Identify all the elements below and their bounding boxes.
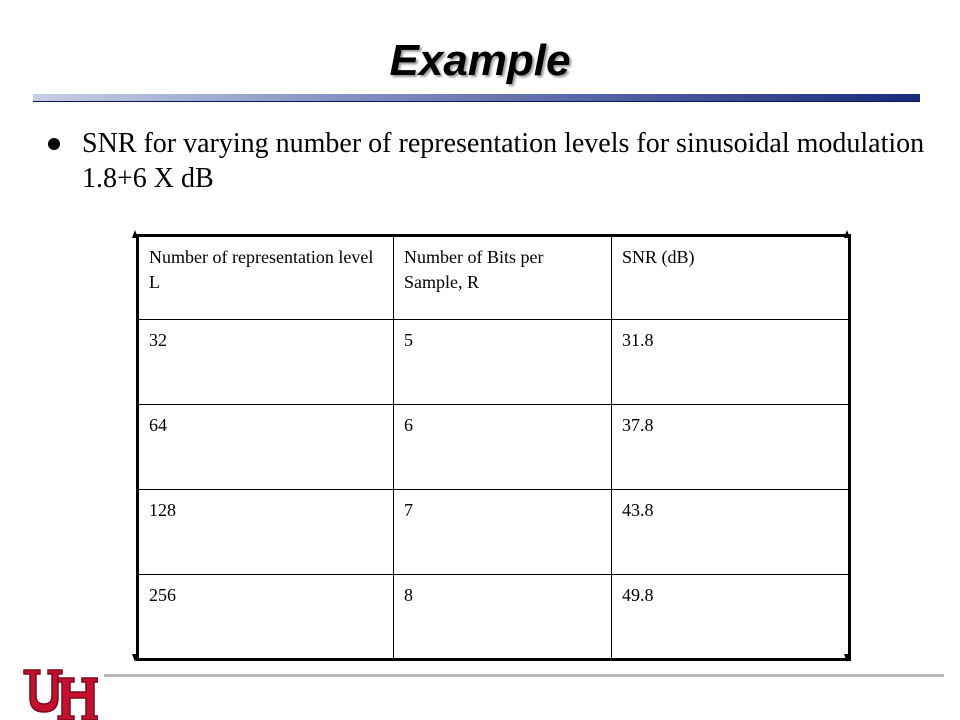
- footer-divider: [104, 674, 944, 677]
- header-cell: Number of Bits per Sample, R: [394, 236, 612, 320]
- bullet-item: [46, 126, 926, 196]
- snr-table: [136, 234, 851, 661]
- table-cell: 6: [394, 405, 612, 490]
- table-cell: 49.8: [612, 575, 850, 660]
- university-logo-icon: [22, 666, 98, 720]
- table-header-row: [138, 236, 850, 320]
- header-cell: SNR (dB): [612, 236, 850, 320]
- table-cell: 37.8: [612, 405, 850, 490]
- bullet-dot-icon: [48, 138, 60, 150]
- title-underline: [33, 94, 920, 102]
- table-cell: 8: [394, 575, 612, 660]
- table-cell: 7: [394, 490, 612, 575]
- table-frame: [132, 232, 850, 660]
- table-row: [138, 575, 850, 660]
- table-cell: 64: [138, 405, 394, 490]
- bullet-text: SNR for varying number of representation levels for sinusoidal modulation 1.8+6 X dB: [82, 128, 925, 194]
- table-cell: 32: [138, 320, 394, 405]
- table-cell: 31.8: [612, 320, 850, 405]
- table-cell: 5: [394, 320, 612, 405]
- table-row: [138, 405, 850, 490]
- table-row: [138, 320, 850, 405]
- header-cell: Number of representation level L: [138, 236, 394, 320]
- table-cell: 128: [138, 490, 394, 575]
- slide-title: Example: [389, 36, 571, 85]
- table-cell: 256: [138, 575, 394, 660]
- table-row: [138, 490, 850, 575]
- table-cell: 43.8: [612, 490, 850, 575]
